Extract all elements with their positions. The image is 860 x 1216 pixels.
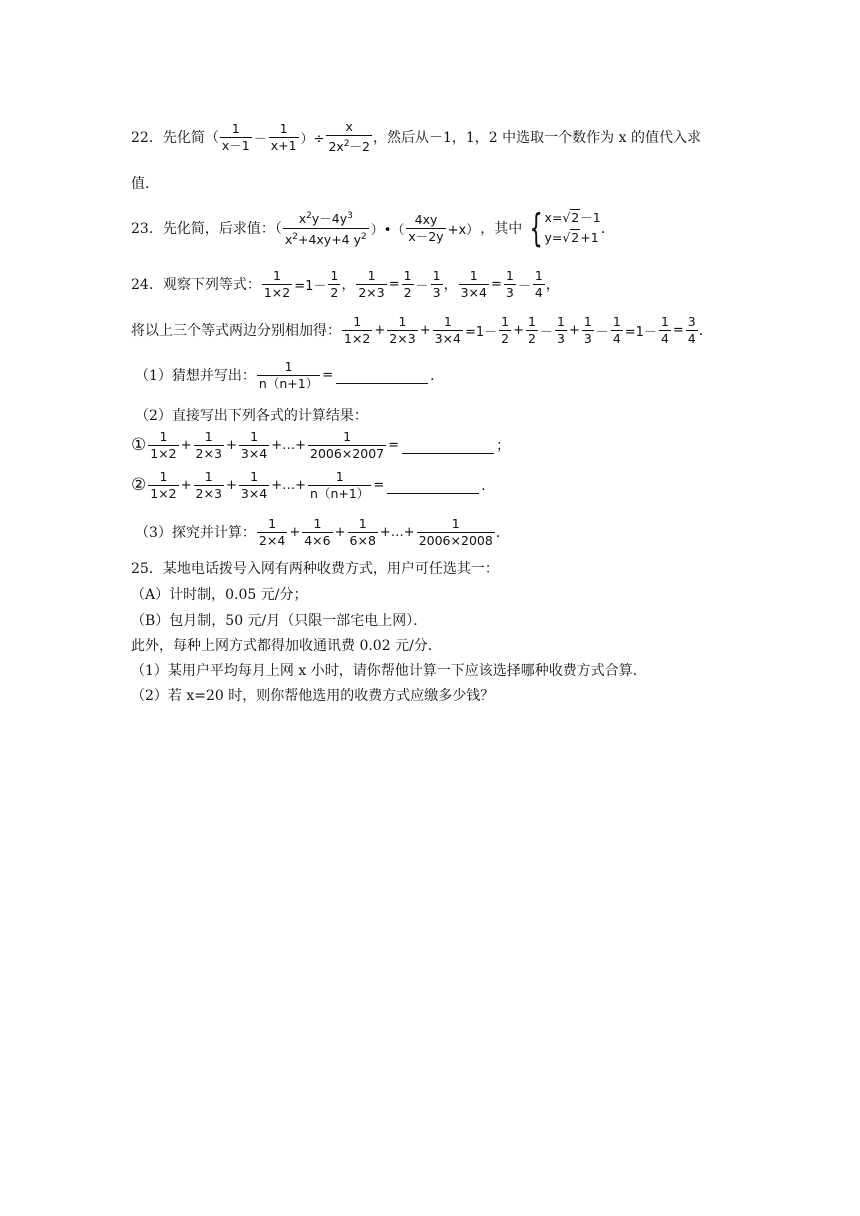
answer-blank[interactable] [387, 477, 479, 494]
q24-line2: 将以上三个等式两边分别相加得： $\frac{1}{1\times 2}$ + $\frac{1}{2\times 3}$ + $\frac{1}{3\times 4}$ =1－ $\frac{1}{2}$ + $\frac{1}{2}$ － $\frac{1}{3}$ + $\frac{1}{3}$ － $\frac{1}{4}$ =1－ $\frac{1}{4}$ = $\frac{3}{4}$ ． [131, 313, 713, 346]
q22-fraction-3: $\frac{x}{2x^2-2}$ [328, 118, 370, 155]
q25-line4: 此外，每种上网方式都得加收通讯费 0.02 元/分． [131, 638, 442, 654]
q23-lead: 先化简，后求值：（ [162, 221, 282, 237]
q22-lead: 先化简（ [162, 130, 219, 146]
q25-line1: 25．某地电话拨号入网有两种收费方式，用户可任选其一： [131, 561, 499, 577]
q25-line6: （2）若 x=20 时，则你帮他选用的收费方式应缴多少钱？ [131, 688, 495, 704]
q22-tail: ，然后从－1，1，2 中选取一个数作为 x 的值代入求 [372, 130, 701, 146]
q24-part2: （2）直接写出下列各式的计算结果： [135, 408, 368, 424]
q24-eq2-lhs: $\frac{1}{2\times 3}$ [358, 267, 385, 300]
q24-line1: 24． 观察下列等式： $\frac{1}{1\times 2}$ =1－ $\frac{1}{2}$ ， $\frac{1}{2\times 3}$ = $\frac{1}{2}$ － $\frac{1}{3}$ ， $\frac{1}{3\times 4}$ = $\frac{1}{3}$ － $\frac{1}{4}$ ， [131, 267, 560, 300]
q22-line2: 值． [131, 176, 159, 192]
q25-line3: （B）包月制，50 元/月（只限一部宅电上网）． [131, 613, 428, 629]
q24-number: 24． [131, 277, 163, 293]
q25-line2: （A）计时制，0.05 元/分； [131, 587, 308, 603]
q23-fraction-1: $\frac{x^2y-4y^3}{x^2+4xy+4 y^2}$ [284, 211, 367, 247]
q22-number: 22． [131, 130, 163, 146]
q23-fraction-2: $\frac{4xy}{x-2y}$ [408, 211, 444, 244]
q22-fraction-1: $\frac{1}{x-1}$ [221, 120, 250, 153]
q24-part3: （3）探究并计算： $\frac{1}{2\times 4}$ + $\frac{1}{4\times 6}$ + $\frac{1}{6\times 8}$ +…+ $\frac{1}{2006\times 2008}$ ． [135, 515, 510, 548]
answer-blank[interactable] [336, 367, 428, 384]
left-brace-icon: { [529, 206, 543, 250]
q24-eq1-lhs: $\frac{1}{1\times 2}$ [263, 267, 291, 300]
q23-line: 23． 先化简，后求值：（ $\frac{x^2y-4y^3}{x^2+4xy+4 y^2}$ ）•（ $\frac{4xy}{x-2y}$ +x） ，其中 { x=√2－1 y=√2+1 ． [131, 206, 615, 250]
q24-eq1-rhs: $\frac{1}{2}$ [330, 267, 339, 300]
q25-line5: （1）某用户平均每月上网 x 小时，请你帮他计算一下应该选择哪种收费方式合算． [131, 663, 647, 679]
answer-blank[interactable] [402, 437, 494, 454]
q24-eq3-lhs: $\frac{1}{3\times 4}$ [460, 267, 487, 300]
q23-number: 23． [131, 221, 163, 237]
q24-part2-item1: ① $\frac{1}{1\times 2}$ + $\frac{1}{2\times 3}$ + $\frac{1}{3\times 4}$ +…+ $\frac{1}{2006\times 2007}$ = ； [131, 428, 511, 461]
q23-condition-x: x=√2－1 [544, 210, 601, 225]
q22-fraction-2: $\frac{1}{x+1}$ [270, 120, 297, 153]
q23-condition-system [524, 208, 600, 248]
q24-part1: （1）猜想并写出： $\frac{1}{n(n+1)}$ = ． [135, 358, 445, 391]
q23-condition-y: y=√2+1 [544, 230, 599, 245]
q22-line1: 22． 先化简（ $\frac{1}{x-1}$ － $\frac{1}{x+1}$ ）÷ $\frac{x}{2x^2-2}$ ，然后从－1，1，2 中选取一个数作为 x 的值代入求 [131, 118, 701, 155]
q24-part2-item2: ② $\frac{1}{1\times 2}$ + $\frac{1}{2\times 3}$ + $\frac{1}{3\times 4}$ +…+ $\frac{1}{n(n+1)}$ = ． [131, 468, 496, 501]
